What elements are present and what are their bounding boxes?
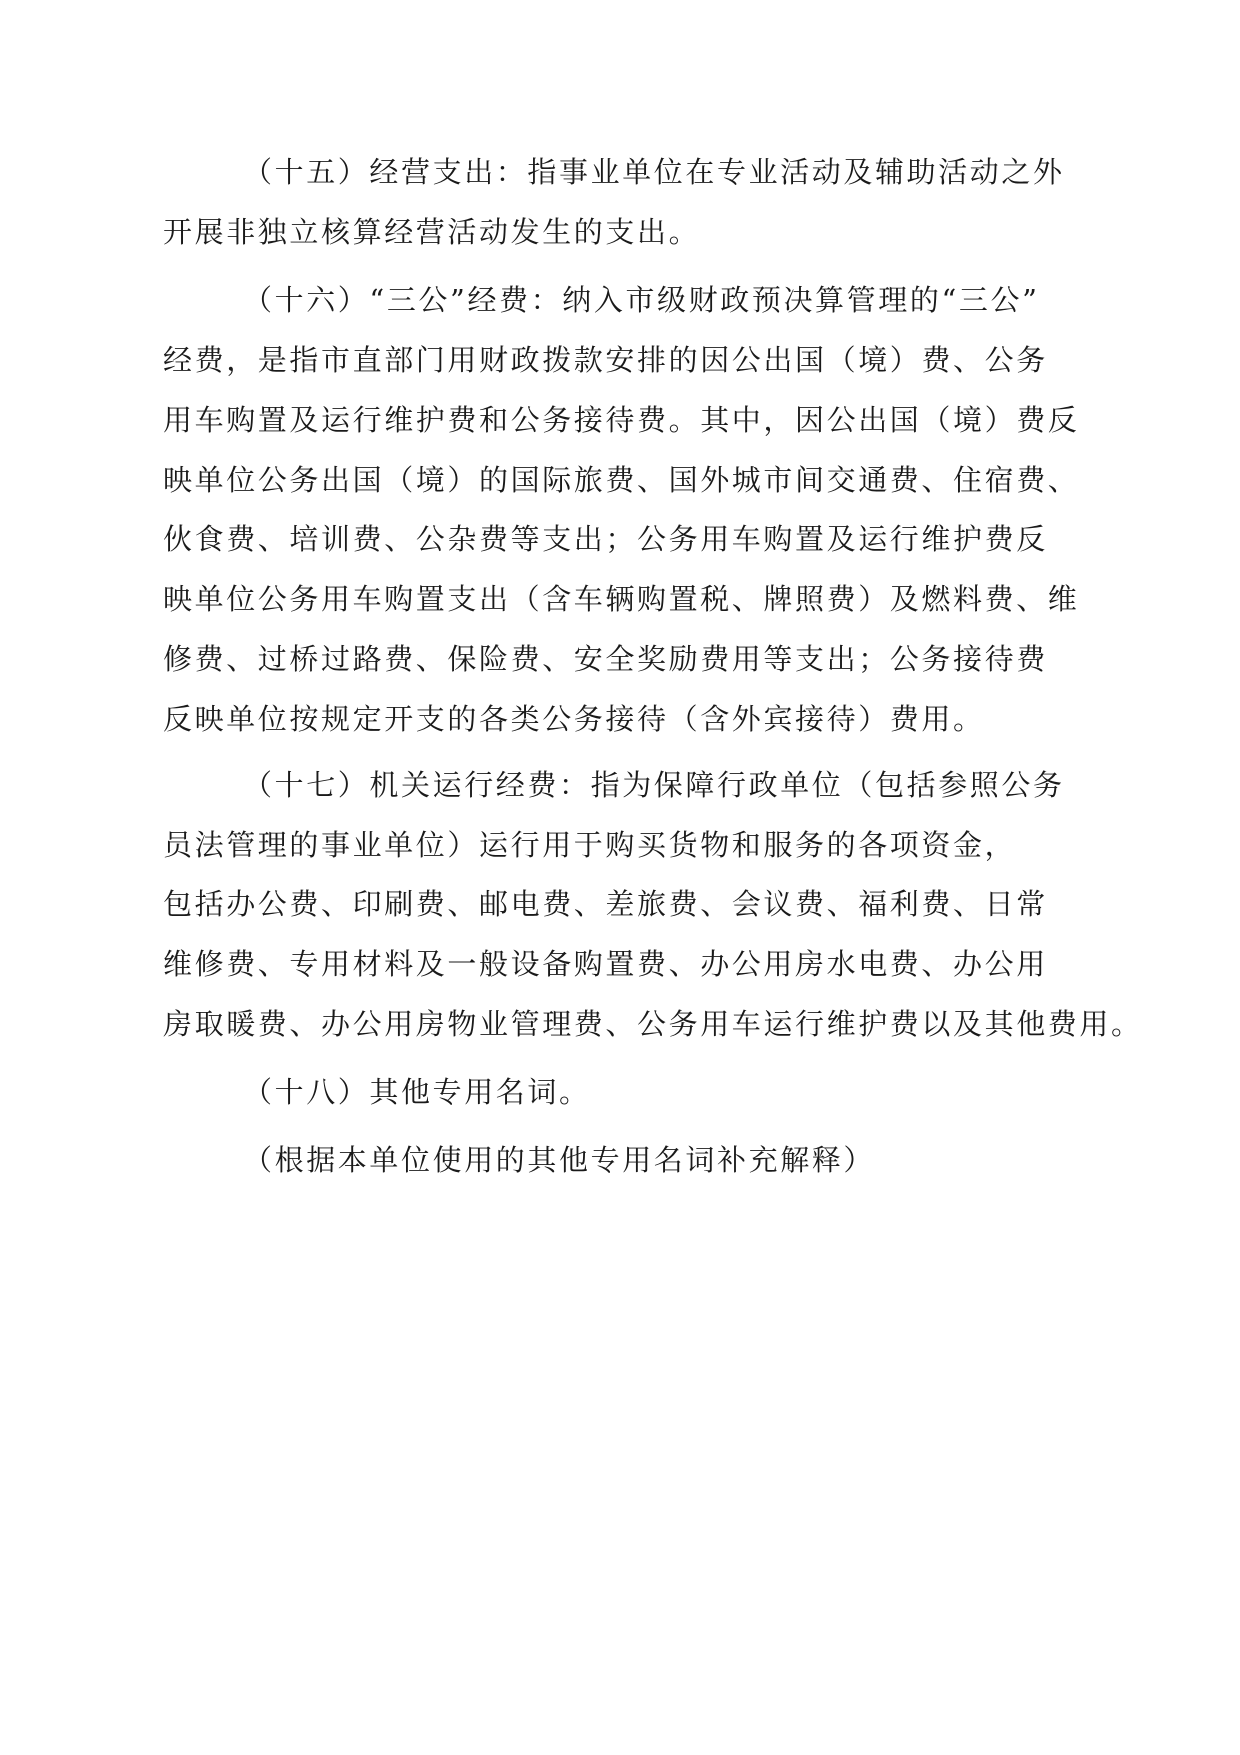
paragraph-16-line-4: 映单位公务出国（境）的国际旅费、国外城市间交通费、住宿费、 [163,463,1080,497]
paragraph-16-line-7: 修费、过桥过路费、保险费、安全奖励费用等支出；公务接待费 [163,642,1048,676]
paragraph-17-line-4: 维修费、专用材料及一般设备购置费、办公用房水电费、办公用 [163,947,1048,981]
paragraph-16-line-6: 映单位公务用车购置支出（含车辆购置税、牌照费）及燃料费、维 [163,582,1080,616]
supplement-note: （根据本单位使用的其他专用名词补充解释） [243,1143,876,1177]
paragraph-16-line-3: 用车购置及运行维护费和公务接待费。其中，因公出国（境）费反 [163,403,1080,437]
paragraph-16-line-5: 伙食费、培训费、公杂费等支出；公务用车购置及运行维护费反 [163,522,1048,556]
paragraph-17-line-3: 包括办公费、印刷费、邮电费、差旅费、会议费、福利费、日常 [163,887,1048,921]
paragraph-15-line-2: 开展非独立核算经营活动发生的支出。 [163,215,701,249]
paragraph-17-line-5: 房取暖费、办公用房物业管理费、公务用车运行维护费以及其他费用。 [163,1007,1143,1041]
paragraph-16-line-2: 经费，是指市直部门用财政拨款安排的因公出国（境）费、公务 [163,343,1048,377]
paragraph-17-line-2: 员法管理的事业单位）运行用于购买货物和服务的各项资金， [163,828,1017,862]
paragraph-15-line-1: （十五）经营支出：指事业单位在专业活动及辅助活动之外 [243,155,1065,189]
paragraph-17-line-1: （十七）机关运行经费：指为保障行政单位（包括参照公务 [243,768,1065,802]
paragraph-16-line-8: 反映单位按规定开支的各类公务接待（含外宾接待）费用。 [163,702,985,736]
paragraph-16-line-1: （十六）“三公”经费：纳入市级财政预决算管理的“三公” [243,283,1040,317]
paragraph-18-line-1: （十八）其他专用名词。 [243,1075,591,1109]
